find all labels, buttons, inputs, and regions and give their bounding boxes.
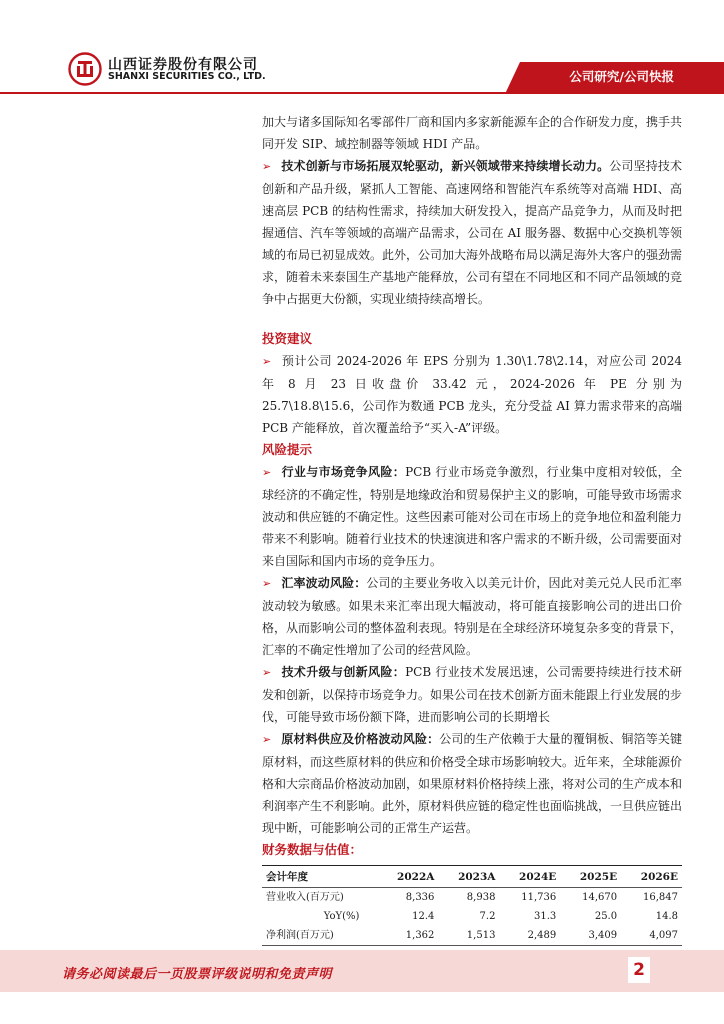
table-cell: 2,489: [499, 926, 560, 946]
bullet-icon: ➢: [262, 733, 272, 746]
risk-paragraph-1: [262, 461, 682, 572]
invest-text: 预计公司 2024-2026 年 EPS 分别为 1.30\1.78\2.14，对应公司 2024 年 8 月 23 日收盘价 33.42 元，2024-2026 年 PE 分别为 25.7\18.8\15.6，公司作为数通 PCB 龙头，充分受益 AI 算力需求带来的高端 PCB 产能释放，首次覆盖给予“买入-A”评级。: [262, 354, 682, 435]
risk-paragraph-3: [262, 661, 682, 728]
bullet-icon: ➢: [262, 577, 272, 590]
table-cell: 12.4: [412, 911, 435, 922]
risk-paragraph-4: [262, 728, 682, 839]
risk-text-2: 公司的主要业务收入以美元计价，因此对美元兑人民币汇率波动较为敏感。如果未来汇率出现大幅波动，将可能直接影响公司的进出口价格，从而影响公司的整体盈利表现。特别是在全球经济环境复杂多变的背景下，汇率的不确定性增加了公司的经营风险。: [262, 576, 683, 657]
fin-heading: 财务数据与估值：: [262, 842, 363, 857]
risk-title-2: 汇率波动风险：: [281, 576, 367, 590]
intro-paragraph: 加大与诸多国际知名零部件厂商和国内多家新能源车企的合作研发力度，携手共同开发 SIP、域控制器等领域 HDI 产品。: [262, 115, 683, 151]
table-header-cell: 2024E: [499, 866, 560, 888]
table-header-cell: 2026E: [621, 866, 682, 888]
risk-text-3: PCB 行业技术发展迅速，公司需要持续进行技术研发和创新，以保持市场竞争力。如果公司在技术创新方面未能跟上行业发展的步伐，可能导致市场份额下降，进而影响公司的长期增长: [262, 665, 683, 724]
risk-text-1: PCB 行业市场竞争激烈，行业集中度相对较低，全球经济的不确定性，特别是地缘政治和贸易保护主义的影响，可能导致市场需求波动和供应链的不确定性。这些因素可能对公司在市场上的竞争地位和盈利能力带来不利影响。随着行业技术的快速演进和客户需求的不断升级，公司需要面对来自国际和国内市场的竞争压力。: [262, 465, 683, 568]
table-header-cell: 2023A: [438, 866, 499, 888]
invest-heading: 投资建议: [262, 331, 313, 346]
table-header-cell: 会计年度: [262, 866, 377, 888]
risk-title-4: 原材料供应及价格波动风险：: [281, 732, 440, 746]
risk-paragraph-2: [262, 572, 682, 661]
table-cell: 8,336: [405, 892, 435, 903]
table-row: [262, 888, 682, 908]
table-cell: 净利润(百万元): [262, 926, 377, 946]
footer-disclaimer: 请务必阅读最后一页股票评级说明和免责声明: [62, 967, 333, 982]
risk-heading: 风险提示: [262, 442, 313, 457]
table-row: [262, 926, 682, 946]
point-title-1: 技术创新与市场拓展双轮驱动，新兴领域带来持续增长动力。: [281, 159, 610, 173]
table-cell: 3,409: [560, 926, 621, 946]
page-header: [0, 0, 724, 100]
company-name-en: SHANXI SECURITIES CO., LTD.: [108, 71, 266, 82]
table-cell: 营业收入(百万元): [266, 892, 344, 903]
company-name-cn: 山西证券股份有限公司: [108, 57, 258, 73]
bullet-icon: ➢: [262, 355, 272, 368]
table-cell: 14,670: [582, 892, 618, 903]
table-header-row: [262, 866, 682, 888]
financial-table: [262, 865, 682, 946]
bullet-icon: ➢: [262, 160, 272, 173]
table-row: [262, 907, 682, 926]
table-cell: 31.3: [534, 911, 557, 922]
table-cell: 7.2: [479, 911, 496, 922]
point-paragraph-1: [262, 155, 682, 310]
main-content: [262, 111, 682, 946]
table-cell: 4,097: [621, 926, 682, 946]
table-cell: 11,736: [521, 892, 557, 903]
risk-text-4: 公司的生产依赖于大量的覆铜板、铜箔等关键原材料，而这些原材料的供应和价格受全球市场影响较大。近年来，全球能源价格和大宗商品价格波动加剧，如果原材料价格持续上涨，将对公司的生产成本和利润率产生不利影响。此外，原材料供应链的稳定性也面临挑战，一旦供应链出现中断，可能影响公司的正常生产运营。: [262, 732, 683, 835]
table-cell: 1,362: [377, 926, 438, 946]
table-header-cell: 2025E: [560, 866, 621, 888]
risk-title-3: 技术升级与创新风险：: [281, 665, 406, 679]
table-cell: 14.8: [655, 911, 678, 922]
table-cell: 16,847: [643, 892, 678, 903]
table-cell: 8,938: [466, 892, 496, 903]
table-cell: 25.0: [594, 911, 618, 922]
invest-paragraph: [262, 350, 682, 439]
table-cell: YoY(%): [323, 911, 360, 922]
section-label: 公司研究/公司快报: [569, 69, 674, 84]
bullet-icon: ➢: [262, 466, 272, 479]
bullet-icon: ➢: [262, 666, 272, 679]
risk-title-1: 行业与市场竞争风险：: [281, 465, 406, 479]
page-number: 2: [628, 957, 650, 983]
table-cell: 1,513: [438, 926, 499, 946]
table-header-cell: 2022A: [377, 866, 438, 888]
point-text-1: 公司坚持技术创新和产品升级，紧抓人工智能、高速网络和智能汽车系统等对高端 HDI、高速高层 PCB 的结构性需求，持续加大研发投入，提高产品竞争力，从而及时把握通信、汽车等领域的高端产品需求，公司在 AI 服务器、数据中心交换机等领域的布局已初显成效。此外，公司加大海外战略布局以满足海外大客户的强劲需求，随着未来泰国生产基地产能释放，公司有望在不同地区和不同产品领域的竞争中占据更大份额，实现业绩持续高增长。: [262, 159, 683, 306]
